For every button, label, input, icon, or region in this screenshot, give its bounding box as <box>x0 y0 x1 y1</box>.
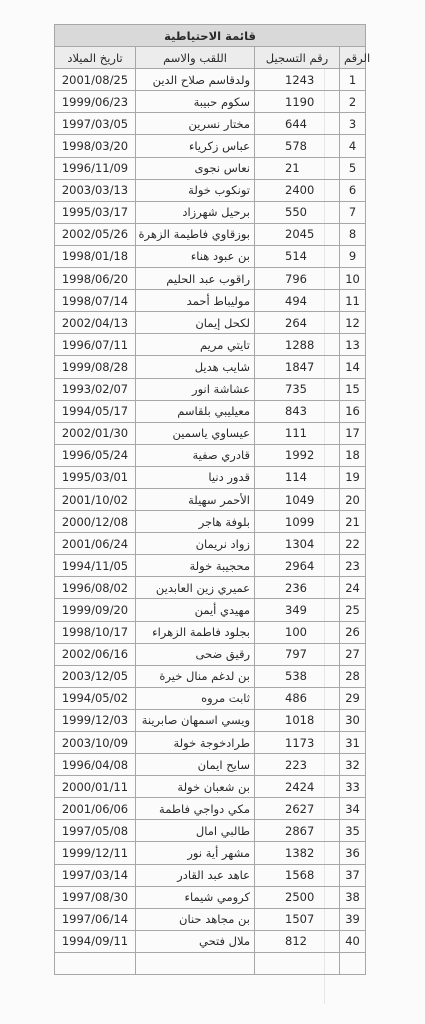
table-row <box>55 908 366 930</box>
empty-row <box>55 952 366 974</box>
table-row <box>55 157 366 179</box>
registration-cell[interactable]: 1173 <box>255 732 340 754</box>
number-cell[interactable]: 13 <box>340 334 366 356</box>
registration-cell[interactable]: 114 <box>255 466 340 488</box>
registration-cell[interactable]: 2964 <box>255 555 340 577</box>
number-cell[interactable]: 24 <box>340 577 366 599</box>
birthdate-cell[interactable]: 1998/06/20 <box>55 268 136 290</box>
name-cell[interactable]: مشهر أية نور <box>136 842 255 864</box>
table-row <box>55 732 366 754</box>
name-cell[interactable]: شايب هديل <box>136 356 255 378</box>
registration-cell[interactable]: 735 <box>255 378 340 400</box>
number-cell[interactable]: 25 <box>340 599 366 621</box>
birthdate-cell[interactable]: 1998/10/17 <box>55 621 136 643</box>
table-row <box>55 356 366 378</box>
birthdate-cell[interactable]: 1996/05/24 <box>55 444 136 466</box>
registration-cell[interactable]: 796 <box>255 268 340 290</box>
name-cell[interactable]: ثابت مروه <box>136 687 255 709</box>
table-row <box>55 820 366 842</box>
number-cell[interactable]: 15 <box>340 378 366 400</box>
name-cell[interactable]: طرادخوجة خولة <box>136 732 255 754</box>
name-cell[interactable]: الأحمر سهيلة <box>136 488 255 510</box>
table-row <box>55 268 366 290</box>
table-row <box>55 709 366 731</box>
table-row <box>55 643 366 665</box>
name-cell[interactable]: عميري زين العابدين <box>136 577 255 599</box>
registration-cell[interactable]: 264 <box>255 312 340 334</box>
number-cell[interactable]: 3 <box>340 113 366 135</box>
name-cell[interactable]: ويسي اسمهان صابرينة <box>136 709 255 731</box>
number-cell[interactable]: 35 <box>340 820 366 842</box>
registration-cell[interactable]: 486 <box>255 687 340 709</box>
number-cell[interactable]: 26 <box>340 621 366 643</box>
number-cell[interactable]: 8 <box>340 223 366 245</box>
number-cell[interactable]: 39 <box>340 908 366 930</box>
number-cell[interactable]: 29 <box>340 687 366 709</box>
table-row <box>55 378 366 400</box>
name-cell[interactable]: مهيدي أيمن <box>136 599 255 621</box>
birthdate-cell[interactable]: 2001/06/06 <box>55 798 136 820</box>
registration-cell[interactable]: 1568 <box>255 864 340 886</box>
table-row <box>55 577 366 599</box>
name-cell[interactable]: بن عبود هناء <box>136 245 255 267</box>
birthdate-cell[interactable]: 1999/12/03 <box>55 709 136 731</box>
name-cell[interactable]: موليباط أحمد <box>136 290 255 312</box>
birthdate-cell[interactable]: 1994/05/02 <box>55 687 136 709</box>
number-cell[interactable]: 34 <box>340 798 366 820</box>
number-cell[interactable]: 5 <box>340 157 366 179</box>
table-row <box>55 930 366 952</box>
name-cell[interactable]: قدور دنيا <box>136 466 255 488</box>
number-cell[interactable]: 7 <box>340 201 366 223</box>
table-row <box>55 665 366 687</box>
name-cell[interactable]: بلوفة هاجر <box>136 511 255 533</box>
registration-cell[interactable]: 514 <box>255 245 340 267</box>
registration-cell[interactable]: 100 <box>255 621 340 643</box>
table-row <box>55 113 366 135</box>
number-cell[interactable]: 6 <box>340 179 366 201</box>
table-row <box>55 466 366 488</box>
registration-cell[interactable]: 1018 <box>255 709 340 731</box>
registration-cell[interactable]: 2045 <box>255 223 340 245</box>
name-cell[interactable]: سايح ايمان <box>136 754 255 776</box>
birthdate-cell[interactable]: 1997/08/30 <box>55 886 136 908</box>
registration-cell[interactable]: 2400 <box>255 179 340 201</box>
empty-cell[interactable] <box>55 952 136 974</box>
number-cell[interactable]: 10 <box>340 268 366 290</box>
birthdate-cell[interactable]: 1999/12/11 <box>55 842 136 864</box>
name-cell[interactable]: مختار نسرين <box>136 113 255 135</box>
name-cell[interactable]: عباس زكرياء <box>136 135 255 157</box>
registration-cell[interactable]: 1243 <box>255 69 340 91</box>
table-row <box>55 223 366 245</box>
table-row <box>55 245 366 267</box>
name-cell[interactable]: لكحل إيمان <box>136 312 255 334</box>
table-row <box>55 842 366 864</box>
table-row <box>55 422 366 444</box>
title-row <box>55 25 366 47</box>
number-cell[interactable]: 37 <box>340 864 366 886</box>
empty-cell[interactable] <box>340 952 366 974</box>
name-cell[interactable]: تايتي مريم <box>136 334 255 356</box>
birthdate-cell[interactable]: 2002/01/30 <box>55 422 136 444</box>
header-birthdate[interactable]: تاريخ الميلاد <box>55 47 136 69</box>
birthdate-cell[interactable]: 1994/05/17 <box>55 400 136 422</box>
birthdate-cell[interactable]: 2000/01/11 <box>55 776 136 798</box>
registration-cell[interactable]: 1507 <box>255 908 340 930</box>
birthdate-cell[interactable]: 1997/06/14 <box>55 908 136 930</box>
number-cell[interactable]: 33 <box>340 776 366 798</box>
registration-cell[interactable]: 111 <box>255 422 340 444</box>
number-cell[interactable]: 27 <box>340 643 366 665</box>
birthdate-cell[interactable]: 1996/11/09 <box>55 157 136 179</box>
registration-cell[interactable]: 349 <box>255 599 340 621</box>
birthdate-cell[interactable]: 1999/09/20 <box>55 599 136 621</box>
table-row <box>55 444 366 466</box>
table-row <box>55 886 366 908</box>
registration-cell[interactable]: 2424 <box>255 776 340 798</box>
name-cell[interactable]: رقيق ضحى <box>136 643 255 665</box>
table-row <box>55 69 366 91</box>
birthdate-cell[interactable]: 2003/12/05 <box>55 665 136 687</box>
name-cell[interactable]: عشاشة انور <box>136 378 255 400</box>
birthdate-cell[interactable]: 2001/08/25 <box>55 69 136 91</box>
name-cell[interactable]: بجلود فاطمة الزهراء <box>136 621 255 643</box>
birthdate-cell[interactable]: 1993/02/07 <box>55 378 136 400</box>
number-cell[interactable]: 2 <box>340 91 366 113</box>
header-registration[interactable]: رقم التسجيل <box>255 47 340 69</box>
table-row <box>55 334 366 356</box>
registration-cell[interactable]: 538 <box>255 665 340 687</box>
registration-cell[interactable]: 494 <box>255 290 340 312</box>
table-row <box>55 91 366 113</box>
birthdate-cell[interactable]: 1998/01/18 <box>55 245 136 267</box>
registration-cell[interactable]: 1304 <box>255 533 340 555</box>
table-row <box>55 290 366 312</box>
registration-cell[interactable]: 21 <box>255 157 340 179</box>
table-row <box>55 488 366 510</box>
table-row <box>55 798 366 820</box>
name-cell[interactable]: عاهد عبد القادر <box>136 864 255 886</box>
registration-cell[interactable]: 223 <box>255 754 340 776</box>
empty-cell[interactable] <box>136 952 255 974</box>
number-cell[interactable]: 14 <box>340 356 366 378</box>
name-cell[interactable]: ولدقاسم صلاح الدين <box>136 69 255 91</box>
birthdate-cell[interactable]: 2002/04/13 <box>55 312 136 334</box>
number-cell[interactable]: 32 <box>340 754 366 776</box>
name-cell[interactable]: محجيبة خولة <box>136 555 255 577</box>
table-row <box>55 687 366 709</box>
table-row <box>55 754 366 776</box>
registration-cell[interactable]: 1099 <box>255 511 340 533</box>
name-cell[interactable]: زواد نريمان <box>136 533 255 555</box>
number-cell[interactable]: 18 <box>340 444 366 466</box>
number-cell[interactable]: 4 <box>340 135 366 157</box>
registration-cell[interactable]: 1288 <box>255 334 340 356</box>
number-cell[interactable]: 1 <box>340 69 366 91</box>
table-row <box>55 400 366 422</box>
birthdate-cell[interactable]: 1997/03/14 <box>55 864 136 886</box>
table-row <box>55 201 366 223</box>
number-cell[interactable]: 23 <box>340 555 366 577</box>
name-cell[interactable]: كرومي شيماء <box>136 886 255 908</box>
registration-cell[interactable]: 843 <box>255 400 340 422</box>
empty-cell[interactable] <box>255 952 340 974</box>
birthdate-cell[interactable]: 2000/12/08 <box>55 511 136 533</box>
name-cell[interactable]: ملال فتحي <box>136 930 255 952</box>
table-row <box>55 599 366 621</box>
birthdate-cell[interactable]: 1994/11/05 <box>55 555 136 577</box>
name-cell[interactable]: بوزقاوي فاطيمة الزهرة <box>136 223 255 245</box>
registration-cell[interactable]: 812 <box>255 930 340 952</box>
number-cell[interactable]: 38 <box>340 886 366 908</box>
table-row <box>55 511 366 533</box>
birthdate-cell[interactable]: 1998/03/20 <box>55 135 136 157</box>
name-cell[interactable]: تونكوب خولة <box>136 179 255 201</box>
table-row <box>55 135 366 157</box>
birthdate-cell[interactable]: 1997/03/05 <box>55 113 136 135</box>
birthdate-cell[interactable]: 1996/08/02 <box>55 577 136 599</box>
birthdate-cell[interactable]: 1996/04/08 <box>55 754 136 776</box>
table-row <box>55 555 366 577</box>
number-cell[interactable]: 11 <box>340 290 366 312</box>
birthdate-cell[interactable]: 1996/07/11 <box>55 334 136 356</box>
name-cell[interactable]: طالبي امال <box>136 820 255 842</box>
birthdate-cell[interactable]: 1997/05/08 <box>55 820 136 842</box>
birthdate-cell[interactable]: 2002/05/26 <box>55 223 136 245</box>
birthdate-cell[interactable]: 1994/09/11 <box>55 930 136 952</box>
number-cell[interactable]: 36 <box>340 842 366 864</box>
name-cell[interactable]: مكي دواجي فاطمة <box>136 798 255 820</box>
name-cell[interactable]: راقوب عبد الحليم <box>136 268 255 290</box>
number-cell[interactable]: 40 <box>340 930 366 952</box>
name-cell[interactable]: سكوم حبيبة <box>136 91 255 113</box>
name-cell[interactable]: عيساوي ياسمين <box>136 422 255 444</box>
registration-cell[interactable]: 644 <box>255 113 340 135</box>
number-cell[interactable]: 21 <box>340 511 366 533</box>
registration-cell[interactable]: 797 <box>255 643 340 665</box>
name-cell[interactable]: معيليبي بلقاسم <box>136 400 255 422</box>
registration-cell[interactable]: 2627 <box>255 798 340 820</box>
registration-cell[interactable]: 2867 <box>255 820 340 842</box>
birthdate-cell[interactable]: 1999/06/23 <box>55 91 136 113</box>
header-name[interactable]: اللقب والاسم <box>136 47 255 69</box>
table-title[interactable]: قائمة الاحتياطية <box>55 25 366 47</box>
name-cell[interactable]: بن مجاهد حنان <box>136 908 255 930</box>
birthdate-cell[interactable]: 1999/08/28 <box>55 356 136 378</box>
registration-cell[interactable]: 1049 <box>255 488 340 510</box>
registration-cell[interactable]: 1847 <box>255 356 340 378</box>
table-row <box>55 533 366 555</box>
number-cell[interactable]: 28 <box>340 665 366 687</box>
number-cell[interactable]: 22 <box>340 533 366 555</box>
birthdate-cell[interactable]: 2001/10/02 <box>55 488 136 510</box>
registration-cell[interactable]: 236 <box>255 577 340 599</box>
birthdate-cell[interactable]: 1998/07/14 <box>55 290 136 312</box>
reserve-list-table <box>54 24 371 975</box>
birthdate-cell[interactable]: 2001/06/24 <box>55 533 136 555</box>
birthdate-cell[interactable]: 2003/10/09 <box>55 732 136 754</box>
name-cell[interactable]: برحيل شهرزاد <box>136 201 255 223</box>
name-cell[interactable]: بن شعبان خولة <box>136 776 255 798</box>
birthdate-cell[interactable]: 2003/03/13 <box>55 179 136 201</box>
number-cell[interactable]: 20 <box>340 488 366 510</box>
registration-cell[interactable]: 1382 <box>255 842 340 864</box>
table-row <box>55 312 366 334</box>
registration-cell[interactable]: 1992 <box>255 444 340 466</box>
number-cell[interactable]: 16 <box>340 400 366 422</box>
number-cell[interactable]: 12 <box>340 312 366 334</box>
header-row <box>55 47 366 69</box>
registration-cell[interactable]: 578 <box>255 135 340 157</box>
birthdate-cell[interactable]: 2002/06/16 <box>55 643 136 665</box>
number-cell[interactable]: 17 <box>340 422 366 444</box>
registration-cell[interactable]: 2500 <box>255 886 340 908</box>
table-row <box>55 864 366 886</box>
birthdate-cell[interactable]: 1995/03/17 <box>55 201 136 223</box>
number-cell[interactable]: 31 <box>340 732 366 754</box>
number-cell[interactable]: 9 <box>340 245 366 267</box>
table-row <box>55 179 366 201</box>
name-cell[interactable]: بن لدغم منال خيرة <box>136 665 255 687</box>
registration-cell[interactable]: 550 <box>255 201 340 223</box>
name-cell[interactable]: قادري صفية <box>136 444 255 466</box>
table-row <box>55 621 366 643</box>
header-number[interactable]: الرقم <box>340 47 366 69</box>
birthdate-cell[interactable]: 1995/03/01 <box>55 466 136 488</box>
number-cell[interactable]: 30 <box>340 709 366 731</box>
registration-cell[interactable]: 1190 <box>255 91 340 113</box>
number-cell[interactable]: 19 <box>340 466 366 488</box>
name-cell[interactable]: نعاس نجوى <box>136 157 255 179</box>
table-row <box>55 776 366 798</box>
